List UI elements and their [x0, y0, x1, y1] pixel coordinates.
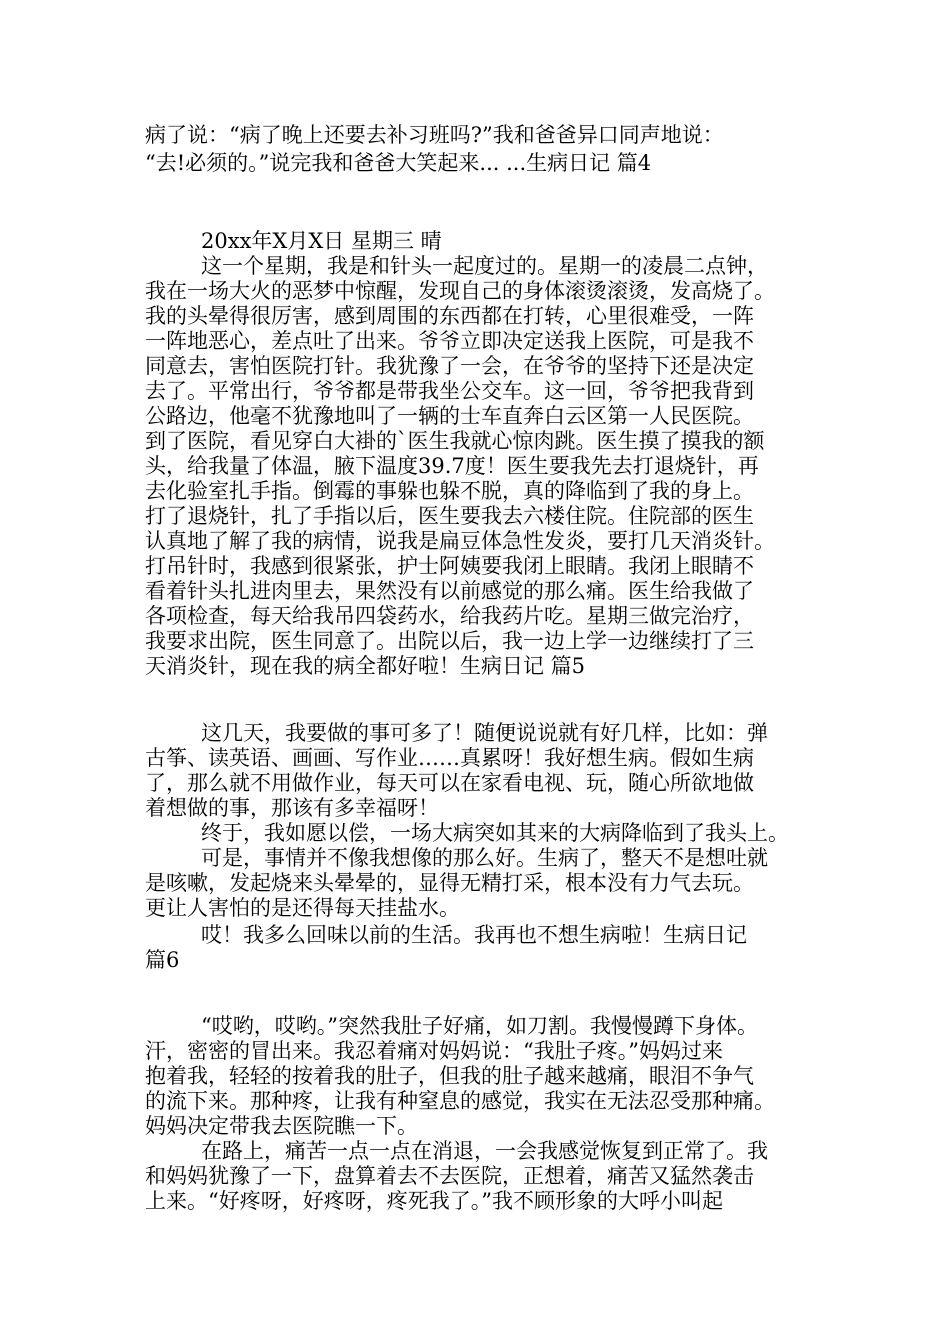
- paragraph-line: 和妈妈犹豫了一下，盘算着去不去医院，正想着，痛苦又猛然袭击: [145, 1164, 754, 1188]
- paragraph-line: 可是，事情并不像我想像的那么好。生病了，整天不是想吐就: [201, 846, 768, 870]
- paragraph-line: 各项检查，每天给我吊四袋药水，给我药片吃。星期三做完治疗，: [145, 604, 754, 628]
- paragraph-line: “哎哟，哎哟。”突然我肚子好痛，如刀割。我慢慢蹲下身体。: [201, 1014, 758, 1038]
- paragraph-line: 到了医院，看见穿白大褂的`医生我就心惊肉跳。医生摸了摸我的额: [145, 429, 765, 453]
- paragraph-line: 认真地了解了我的病情，说我是扁豆体急性发炎，要打几天消炎针。: [145, 529, 775, 553]
- paragraph-line: 这几天，我要做的事可多了！随便说说就有好几样，比如：弹: [201, 721, 768, 745]
- paragraph-line: 篇6: [145, 948, 180, 972]
- paragraph-line: 着想做的事，那该有多幸福呀！: [145, 796, 439, 820]
- date-line: 20xx年X月X日 星期三 晴: [201, 229, 442, 253]
- paragraph-line: 同意去，害怕医院打针。我犹豫了一会，在爷爷的坚持下还是决定: [145, 354, 754, 378]
- paragraph-line: 我要求出院，医生同意了。出院以后，我一边上学一边继续打了三: [145, 629, 754, 653]
- paragraph-line: 抱着我，轻轻的按着我的肚子，但我的肚子越来越痛，眼泪不争气: [145, 1064, 754, 1088]
- paragraph-line: 打吊针时，我感到很紧张，护士阿姨要我闭上眼睛。我闭上眼睛不: [145, 554, 754, 578]
- paragraph-line: 我的头晕得很厉害，感到周围的东西都在打转，心里很难受，一阵: [145, 304, 754, 328]
- paragraph-line: 在路上，痛苦一点一点在消退，一会我感觉恢复到正常了。我: [201, 1139, 768, 1163]
- paragraph-line: 去了。平常出行，爷爷都是带我坐公交车。这一回，爷爷把我背到: [145, 379, 754, 403]
- paragraph-line: 我在一场大火的恶梦中惊醒，发现自己的身体滚烫滚烫，发高烧了。: [145, 279, 775, 303]
- paragraph-line: 一阵地恶心，差点吐了出来。爷爷立即决定送我上医院，可是我不: [145, 329, 754, 353]
- paragraph-line: 这一个星期，我是和针头一起度过的。星期一的凌晨二点钟，: [201, 254, 768, 278]
- paragraph-line: 了，那么就不用做作业，每天可以在家看电视、玩，随心所欲地做: [145, 771, 754, 795]
- paragraph-line: 的流下来。那种疼，让我有种窒息的感觉，我实在无法忍受那种痛。: [145, 1089, 775, 1113]
- paragraph-line: 哎！我多么回味以前的生活。我再也不想生病啦！生病日记: [201, 923, 747, 947]
- paragraph-line: 是咳嗽，发起烧来头晕晕的，显得无精打采，根本没有力气去玩。: [145, 871, 754, 895]
- text-line: 病了说：“病了晚上还要去补习班吗?”我和爸爸异口同声地说：: [145, 123, 724, 147]
- paragraph-line: 公路边，他毫不犹豫地叫了一辆的士车直奔白云区第一人民医院。: [145, 404, 754, 428]
- paragraph-line: 打了退烧针，扎了手指以后，医生要我去六楼住院。住院部的医生: [145, 504, 754, 528]
- text-line: “去!必须的。”说完我和爸爸大笑起来... ...生病日记 篇4: [145, 151, 652, 175]
- paragraph-line: 去化验室扎手指。倒霉的事躲也躲不脱，真的降临到了我的身上。: [145, 479, 754, 503]
- paragraph-line: 古筝、读英语、画画、写作业……真累呀！我好想生病。假如生病: [145, 746, 754, 770]
- paragraph-line: 上来。“好疼呀，好疼呀，疼死我了。”我不顾形象的大呼小叫起: [145, 1189, 723, 1213]
- paragraph-line: 终于，我如愿以偿，一场大病突如其来的大病降临到了我头上。: [201, 821, 789, 845]
- paragraph-line: 头，给我量了体温，腋下温度39.7度！医生要我先去打退烧针，再: [145, 454, 759, 478]
- paragraph-line: 更让人害怕的是还得每天挂盐水。: [145, 896, 460, 920]
- paragraph-line: 妈妈决定带我去医院瞧一下。: [145, 1114, 418, 1138]
- paragraph-line: 天消炎针，现在我的病全都好啦！生病日记 篇5: [145, 654, 586, 678]
- paragraph-line: 汗，密密的冒出来。我忍着痛对妈妈说：“我肚子疼。”妈妈过来: [145, 1039, 723, 1063]
- paragraph-line: 看着针头扎进肉里去，果然没有以前感觉的那么痛。医生给我做了: [145, 579, 754, 603]
